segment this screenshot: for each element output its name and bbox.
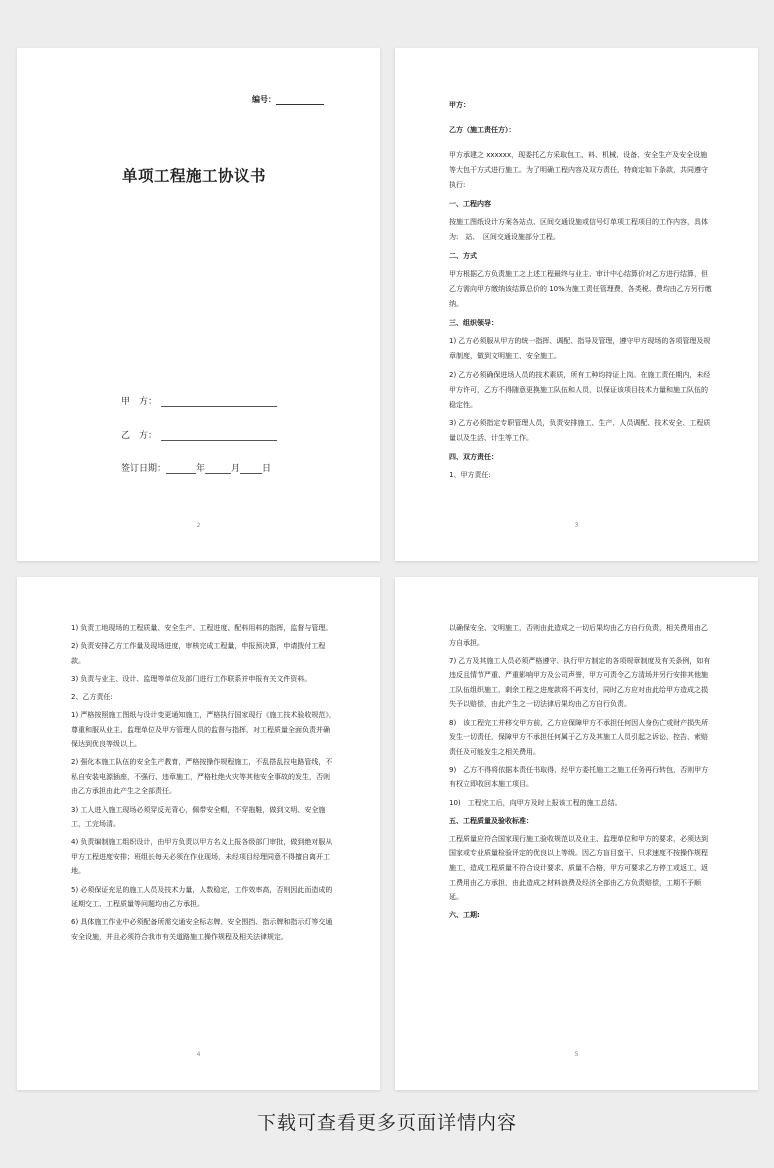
document-page-cover — [17, 48, 380, 561]
paragraph: 2) 乙方必须确保进场人员的技术素质，所有工种均持证上岗。在施工责任期内，未经甲方许可，乙方不得随意更换施工队伍和人员，以保证该项目技术力量和施工队伍的稳定性。 — [449, 370, 711, 409]
page-number: 2 — [196, 522, 201, 529]
document-page-3 — [395, 48, 758, 561]
party-b-blank-line — [161, 431, 277, 441]
sign-date-label: 签订日期： — [121, 464, 167, 474]
paragraph: 7) 乙方及其施工人员必须严格遵守、执行甲方制定的各项规章制度及有关条例，如有违反且情节严重、严重影响甲方及公司声誉，甲方可责令乙方清场并另行安排其他施工队伍组织施工，剩余工程之进度款将不再支付，同时乙方应对由此给甲方造成之损失予以赔偿，由此产生之一切法律后果均由乙方自行负责。 — [449, 656, 711, 709]
paragraph-heading: 三、组织领导： — [449, 318, 498, 327]
party-a-label: 甲 方： — [121, 397, 158, 407]
paragraph: 以确保安全、文明施工，否则由此造成之一切后果均由乙方自行负责，相关费用由乙方自承担。 — [449, 624, 708, 647]
party-b-signature-row — [121, 428, 277, 441]
paragraph-heading: 六、工期: — [449, 911, 480, 920]
page-4-content — [71, 621, 336, 948]
paragraph-heading: 甲方： — [449, 101, 470, 109]
paragraph-heading: 乙方（施工责任方）： — [449, 126, 516, 134]
download-more-caption: 下载可查看更多页面详情内容 — [256, 1112, 517, 1134]
paragraph: 3) 乙方必须指定专职管理人员，负责安排施工、生产、人员调配、技术安全、工程质量以及生活、计生等工作。 — [449, 419, 711, 442]
document-page-5 — [395, 577, 758, 1090]
party-a-signature-row — [121, 394, 277, 407]
paragraph-heading: 二、方式 — [449, 251, 477, 260]
page-3-content — [449, 98, 714, 487]
document-title: 单项工程施工协议书 — [122, 167, 267, 185]
paragraph: 2) 强化本施工队伍的安全生产教育，严格按操作规程施工，不乱搭乱拉电路管线，不私自安装电源插座，不强行、违章施工，严格杜绝火灾等其他安全事故的发生，否则由乙方承担由此产生之全部责任。 — [71, 758, 333, 796]
sign-date-row — [121, 461, 271, 474]
code-blank-line — [276, 96, 324, 105]
page-5-content — [449, 621, 714, 926]
paragraph-heading: 一、工程内容 — [449, 199, 491, 208]
paragraph-heading: 四、双方责任： — [449, 452, 498, 461]
paragraph: 6) 具体施工作业中必须配备所需交通安全标志牌、安全围挡、指示牌和指示灯等交通安全设施，并且必须符合我市有关道路施工操作规程及相关法律规定, — [71, 918, 333, 941]
year-label: 年 — [196, 464, 206, 474]
paragraph: 8) 该工程完工并移交甲方前，乙方应保障甲方不承担任何因人身伤亡或财产损失所发生一切责任，保障甲方不承担任何属于乙方及其施工人员引起之诉讼、控告、索赔责任及可能发生之相关费用。 — [449, 718, 709, 756]
paragraph: 甲方根据乙方负责施工之上述工程最终与业主、审计中心结算价对乙方进行结算，但乙方需向甲方缴纳该结算总价的 10%为施工责任管理费，各类税、费均由乙方另行缴纳。 — [449, 270, 712, 308]
paragraph: 3) 工人进入施工现场必须穿反光背心，佩带安全帽，不穿拖鞋，做到文明、安全施工，工完场清。 — [71, 805, 326, 829]
day-blank — [240, 464, 262, 474]
paragraph-heading: 五、工程质量及验收标准： — [449, 816, 533, 825]
paragraph: 3) 负责与业主、设计、监理等单位及部门进行工作联系并申报有关文件资料。 — [71, 674, 312, 683]
code-label: 编号： — [252, 95, 276, 104]
paragraph: 2、乙方责任: — [71, 692, 113, 701]
month-blank — [205, 464, 231, 474]
page-number: 5 — [574, 1051, 579, 1058]
paragraph: 5) 必须保证充足的施工人员及技术力量，人数稳定，工作效率高，否则因此而造成的延期交工、工程质量等问题均由乙方承担。 — [71, 885, 333, 909]
month-label: 月 — [231, 464, 241, 474]
paragraph: 1) 负责工地现场的工程质量、安全生产、工程进度、配料用料的指挥，监督与管理。 — [71, 624, 333, 632]
page-number: 3 — [574, 522, 579, 529]
page-number: 4 — [196, 1051, 201, 1058]
day-label: 日 — [262, 464, 272, 474]
paragraph: 工程质量应符合国家现行施工验收规范以及业主、监理单位和甲方的要求，必须达到国家或专业质量检验评定的优良以上等级。因乙方盲目蛮干、只求速度不按操作规程施工，造成工程质量不符合设计要求、质量不合格，甲方可要求乙方停工或返工，返工费用由乙方承担，由此造成之材料浪费及经济全部由乙方负责赔偿，工期不予顺延。 — [449, 834, 708, 902]
paragraph: 4) 负责编制施工组织设计，由甲方负责以甲方名义上报各级部门审批，做到绝对服从甲方工程进度安排；班组长每天必须在作业现场，未经项目经理同意不得擅自离开工地。 — [71, 838, 333, 876]
paragraph: 2) 负责安排乙方工作量及现场进度，审核完成工程量，申报预决算，申请拨付工程款。 — [71, 642, 326, 665]
year-blank — [166, 464, 196, 474]
paragraph: 1) 严格按照施工图纸与设计变更通知施工，严格执行国家现行《施工技术验收规范》，尊重和服从业主、监理单位及甲方管理人员的监督与指挥，对工程质量全面负责并确保达到优良等级以上。 — [71, 710, 336, 749]
paragraph: 9) 乙方不得将依据本责任书取得、经甲方委托施工之施工任务再行转包，否则甲方有权立即收回本施工项目。 — [449, 765, 709, 789]
document-page-4 — [17, 577, 380, 1090]
paragraph: 1) 乙方必须服从甲方的统一指挥、调配、指导及管理，遵守甲方现场的各项管理及规章制度，做到文明施工、安全施工。 — [449, 337, 711, 360]
paragraph: 1、甲方责任: — [449, 471, 491, 479]
document-code-row — [252, 94, 324, 105]
paragraph: 10) 工程完工后，向甲方及时上报该工程的施工总结。 — [449, 798, 622, 807]
party-b-label: 乙 方： — [121, 431, 158, 441]
party-a-blank-line — [161, 397, 277, 407]
paragraph: 甲方承建之 xxxxxx，现委托乙方采取包工、料、机械、设备、安全生产及安全设施等大包干方式进行施工。为了明确工程内容及双方责任，特商定如下条款，共同遵守执行: — [449, 151, 708, 189]
paragraph: 按施工图纸设计方案各站点、区间交通设施或信号灯单项工程项目的工作内容，具体为: 站、 区间交通设施部分工程。 — [449, 218, 708, 241]
